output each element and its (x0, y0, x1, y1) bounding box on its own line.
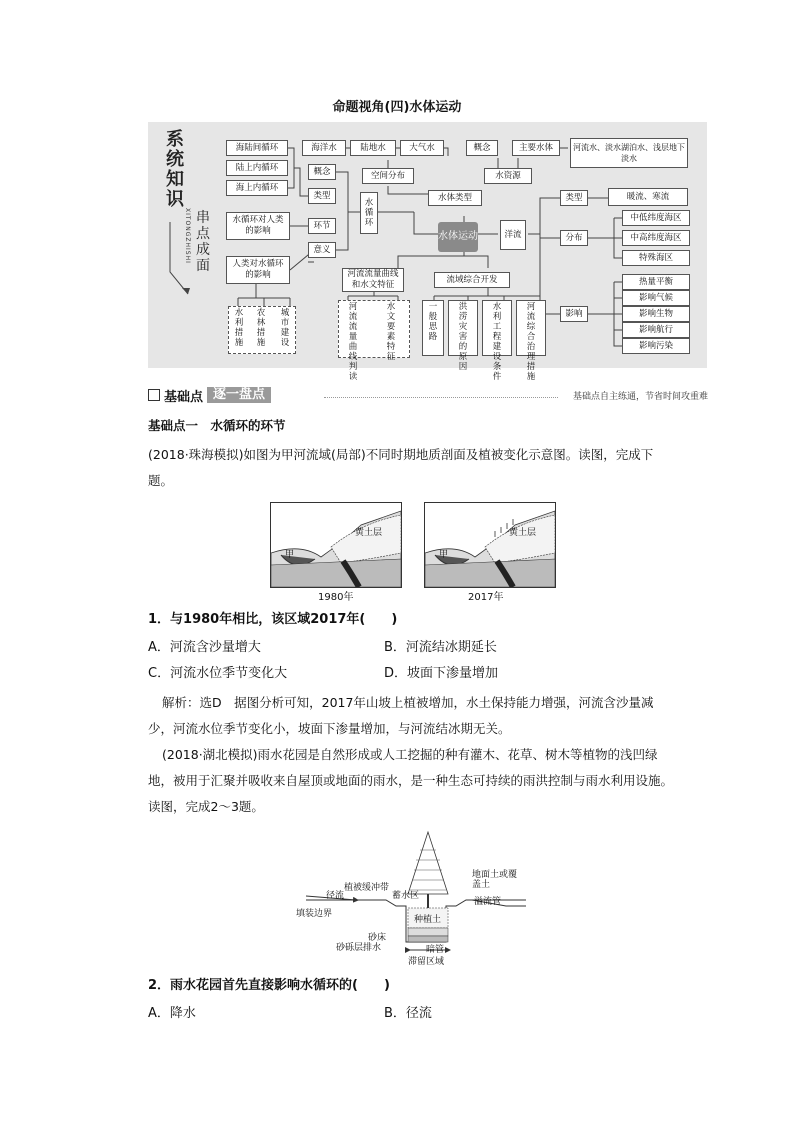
fig1b-soil: 黄土层 (509, 528, 537, 538)
section-tag (148, 386, 271, 404)
cur-dist: 分布 (560, 230, 588, 246)
basin-sub-3: 水利工程建设条件 (492, 302, 502, 382)
fig1b-caption: 2017年 (468, 592, 504, 603)
intro-1 (148, 442, 678, 494)
cur-effect-3: 影响生物 (622, 306, 690, 322)
cur-dist-1: 中低纬度海区 (622, 210, 690, 226)
measure-forest: 农林措施 (256, 308, 266, 348)
rg-buffer: 植被缓冲带 (344, 883, 390, 893)
cur-effect-5: 影响污染 (622, 338, 690, 354)
rg-runoff: 径流 (326, 891, 345, 901)
cycle-sea: 海上内循环 (226, 180, 288, 196)
cur-effect-1: 热量平衡 (622, 274, 690, 290)
hub-water-motion: 水体运动 (438, 222, 478, 252)
water-cycle-box: 水循环 (360, 192, 378, 234)
cur-type: 类型 (560, 190, 588, 206)
point-heading: 基础点一 水循环的环节 (148, 418, 286, 433)
section-1980-svg (271, 503, 401, 587)
rain-garden-figure (296, 830, 526, 966)
square-icon (148, 389, 160, 401)
cur-effect: 影响 (560, 306, 588, 322)
impact-on-human: 水循环对人类的影响 (226, 212, 290, 240)
spatial-distribution: 空间分布 (362, 168, 414, 184)
basin-sub-2: 洪涝灾害的原因 (458, 302, 468, 372)
q1-option-b: B．河流结冰期延长 (384, 640, 497, 655)
section-tag-1: 基础点 (164, 389, 204, 405)
fig1b-jia: 甲 (439, 550, 449, 560)
side-subtitle: 串点成面 (196, 210, 210, 274)
water-ocean: 海洋水 (302, 140, 346, 156)
wc-meaning: 意义 (308, 242, 336, 258)
water-resource: 水资源 (484, 168, 532, 184)
analysis-1: 解析：选D 据图分析可知，2017年山坡上植被增加，水土保持能力增强，河流含沙量减少，河流水位季节变化小，坡面下渗量增加，与河流结冰期无关。 (148, 695, 654, 736)
side-title: 系统知识 (166, 129, 184, 210)
intro-2: (2018·湖北模拟)雨水花园是自然形成或人工挖掘的种有灌木、花草、树木等植物的浅凹绿地，被用于汇聚并吸收来自屋顶或地面的雨水，是一种生态可持续的雨洪控制与雨水利用设施。读图，完成2～3题。 (148, 747, 674, 814)
side-pinyin: XITONGZHISHI (184, 208, 191, 264)
main-water-list: 河流水、淡水湖泊水、浅层地下淡水 (570, 138, 688, 168)
cur-effect-2: 影响气候 (622, 290, 690, 306)
wc-link: 环节 (308, 218, 336, 234)
measure-water: 水利措施 (234, 308, 244, 348)
fig1a-jia: 甲 (285, 550, 295, 560)
q1-option-a: A．河流含沙量增大 (148, 640, 261, 655)
cur-dist-2: 中高纬度海区 (622, 230, 690, 246)
concept2: 概念 (466, 140, 498, 156)
river-sub-hydro: 水文要素特征 (386, 302, 396, 362)
section-bar (148, 386, 708, 404)
river-curve: 河流流量曲线和水文特征 (342, 268, 404, 292)
q1-option-d: D．坡面下渗量增加 (384, 666, 499, 681)
basin-sub-1: 一般思路 (428, 302, 438, 342)
cycle-land: 陆上内循环 (226, 160, 288, 176)
human-impact: 人类对水循环的影响 (226, 256, 290, 284)
wc-concept: 概念 (308, 164, 336, 180)
water-land: 陆地水 (350, 140, 396, 156)
rg-planting-soil: 种植土 (414, 915, 442, 925)
cur-type-val: 暖流、寒流 (608, 188, 688, 206)
q1-option-c: C．河流水位季节变化大 (148, 666, 288, 681)
water-air: 大气水 (400, 140, 444, 156)
figure-1980 (270, 502, 402, 588)
cycle-sea-land: 海陆间循环 (226, 140, 288, 156)
section-dotted-line (324, 397, 558, 398)
question-1: 1．与1980年相比，该区域2017年( ) (148, 612, 398, 627)
section-right-note: 基础点自主练通，节省时间攻重难 (572, 392, 708, 402)
rg-boundary: 填装边界 (296, 909, 333, 919)
figure-2017 (424, 502, 556, 588)
cur-dist-3: 特殊海区 (622, 250, 690, 266)
wc-type: 类型 (308, 188, 336, 204)
water-types: 水体类型 (428, 190, 482, 206)
rg-pipe: 暗管 (426, 945, 445, 955)
page-title: 命题视角(四)水体运动 (332, 100, 462, 115)
section-2017-svg (425, 503, 555, 587)
section-tag-2: 逐一盘点 (207, 387, 271, 403)
q2-option-a: A．降水 (148, 1006, 196, 1021)
rg-retention: 滞留区域 (408, 957, 445, 967)
measure-city: 城市建设 (280, 308, 290, 348)
rg-sand: 砂床 (368, 933, 387, 943)
basin-sub-4: 河流综合治理措施 (526, 302, 536, 382)
basin-dev: 流域综合开发 (434, 272, 510, 288)
main-water: 主要水体 (512, 140, 560, 156)
river-sub-curve: 河流流量曲线判读 (348, 302, 358, 382)
intro-1-text: (2018·珠海模拟)如图为甲河流域(局部)不同时期地质剖面及植被变化示意图。读图，完成下题。 (148, 447, 654, 488)
rg-gravel: 砂砾层排水 (336, 943, 382, 953)
rg-storage: 蓄水区 (392, 891, 420, 901)
fig1a-soil: 黄土层 (355, 528, 383, 538)
question-2: 2．雨水花园首先直接影响水循环的( ) (148, 978, 390, 993)
cur-effect-4: 影响航行 (622, 322, 690, 338)
q2-option-b: B．径流 (384, 1006, 432, 1021)
rg-topsoil: 地面土或覆盖土 (472, 870, 518, 890)
ocean-current: 洋流 (500, 220, 526, 250)
concept-map (148, 122, 707, 382)
rg-overflow: 溢流管 (474, 897, 502, 907)
fig1a-caption: 1980年 (318, 592, 354, 603)
